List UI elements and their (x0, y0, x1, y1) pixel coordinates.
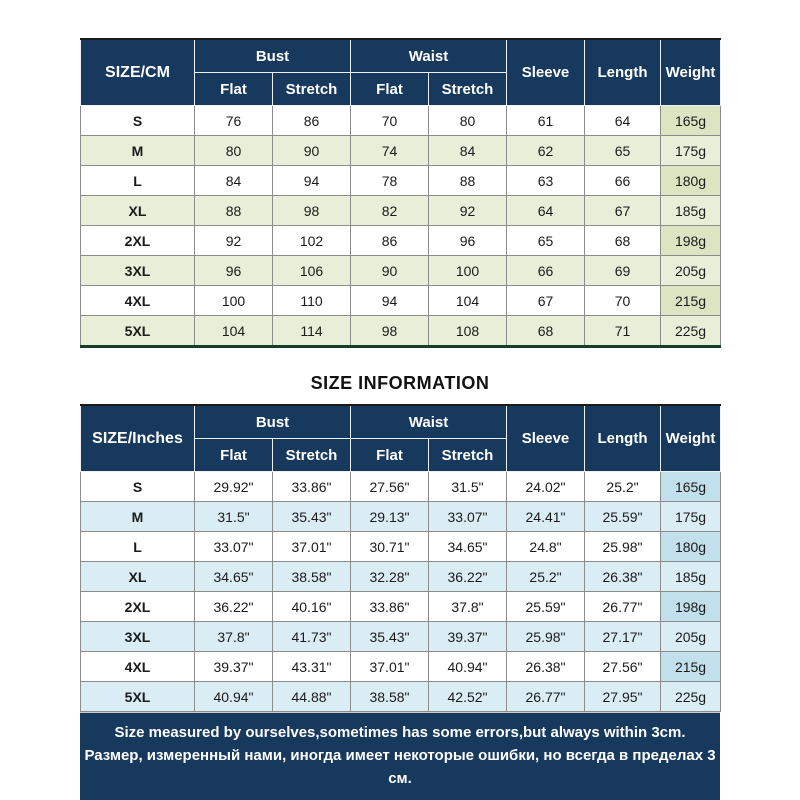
size-table-inches (80, 404, 721, 712)
value-cell: 40.94" (195, 682, 273, 712)
inches-sleeve-header: Sleeve (507, 405, 585, 472)
value-cell: 42.52" (429, 682, 507, 712)
size-cell: 2XL (81, 592, 195, 622)
value-cell: 67 (507, 286, 585, 316)
size-cell: 4XL (81, 286, 195, 316)
size-cell: XL (81, 196, 195, 226)
size-cell: L (81, 166, 195, 196)
weight-cell: 175g (661, 136, 721, 166)
cm-sleeve-header: Sleeve (507, 39, 585, 106)
value-cell: 27.56" (351, 472, 429, 502)
value-cell: 26.77" (585, 592, 661, 622)
value-cell: 26.38" (507, 652, 585, 682)
weight-cell: 165g (661, 472, 721, 502)
value-cell: 102 (273, 226, 351, 256)
weight-cell: 180g (661, 532, 721, 562)
inches-table-header (81, 405, 721, 472)
size-cell: 3XL (81, 256, 195, 286)
table-row (81, 562, 721, 592)
value-cell: 66 (507, 256, 585, 286)
value-cell: 38.58" (351, 682, 429, 712)
value-cell: 90 (273, 136, 351, 166)
size-cell: S (81, 106, 195, 136)
value-cell: 29.13" (351, 502, 429, 532)
value-cell: 114 (273, 316, 351, 347)
value-cell: 33.86" (273, 472, 351, 502)
size-cell: S (81, 472, 195, 502)
value-cell: 64 (585, 106, 661, 136)
size-cell: M (81, 136, 195, 166)
inches-bust-flat-header: Flat (195, 439, 273, 472)
value-cell: 24.02" (507, 472, 585, 502)
value-cell: 110 (273, 286, 351, 316)
value-cell: 27.17" (585, 622, 661, 652)
value-cell: 32.28" (351, 562, 429, 592)
value-cell: 96 (195, 256, 273, 286)
table-row (81, 226, 721, 256)
value-cell: 37.01" (351, 652, 429, 682)
inches-bust-header: Bust (195, 405, 351, 439)
disclaimer-line-en: Size measured by ourselves,sometimes has some errors,but always within 3cm. (114, 724, 686, 741)
size-cell: L (81, 532, 195, 562)
cm-length-header: Length (585, 39, 661, 106)
value-cell: 88 (195, 196, 273, 226)
inches-waist-flat-header: Flat (351, 439, 429, 472)
value-cell: 82 (351, 196, 429, 226)
value-cell: 35.43" (273, 502, 351, 532)
value-cell: 65 (507, 226, 585, 256)
table-row (81, 532, 721, 562)
size-cell: M (81, 502, 195, 532)
value-cell: 70 (585, 286, 661, 316)
table-row (81, 502, 721, 532)
table-row (81, 316, 721, 347)
value-cell: 25.2" (507, 562, 585, 592)
inches-weight-header: Weight (661, 405, 721, 472)
value-cell: 43.31" (273, 652, 351, 682)
value-cell: 25.2" (585, 472, 661, 502)
value-cell: 36.22" (429, 562, 507, 592)
value-cell: 33.07" (429, 502, 507, 532)
value-cell: 25.59" (585, 502, 661, 532)
inches-waist-stretch-header: Stretch (429, 439, 507, 472)
value-cell: 98 (273, 196, 351, 226)
value-cell: 64 (507, 196, 585, 226)
weight-cell: 185g (661, 196, 721, 226)
value-cell: 71 (585, 316, 661, 347)
size-cell: 5XL (81, 682, 195, 712)
value-cell: 33.86" (351, 592, 429, 622)
value-cell: 41.73" (273, 622, 351, 652)
size-cell: 3XL (81, 622, 195, 652)
cm-bust-header: Bust (195, 39, 351, 73)
value-cell: 67 (585, 196, 661, 226)
size-cell: XL (81, 562, 195, 592)
inches-size-header: SIZE/Inches (81, 405, 195, 472)
size-cell: 4XL (81, 652, 195, 682)
value-cell: 68 (585, 226, 661, 256)
table-row (81, 256, 721, 286)
weight-cell: 205g (661, 256, 721, 286)
value-cell: 33.07" (195, 532, 273, 562)
weight-cell: 215g (661, 286, 721, 316)
table-row (81, 196, 721, 226)
value-cell: 44.88" (273, 682, 351, 712)
value-cell: 40.16" (273, 592, 351, 622)
disclaimer-line-ru: Размер, измеренный нами, иногда имеет некоторые ошибки, но всегда в пределах 3 см. (84, 747, 716, 787)
value-cell: 27.95" (585, 682, 661, 712)
size-chart-page (80, 0, 720, 800)
weight-cell: 185g (661, 562, 721, 592)
value-cell: 37.8" (195, 622, 273, 652)
value-cell: 30.71" (351, 532, 429, 562)
value-cell: 96 (429, 226, 507, 256)
value-cell: 37.8" (429, 592, 507, 622)
value-cell: 65 (585, 136, 661, 166)
table-row (81, 622, 721, 652)
weight-cell: 198g (661, 226, 721, 256)
value-cell: 40.94" (429, 652, 507, 682)
value-cell: 100 (195, 286, 273, 316)
cm-table-header (81, 39, 721, 106)
size-cell: 2XL (81, 226, 195, 256)
cm-size-header: SIZE/CM (81, 39, 195, 106)
value-cell: 35.43" (351, 622, 429, 652)
value-cell: 92 (429, 196, 507, 226)
value-cell: 94 (351, 286, 429, 316)
weight-cell: 175g (661, 502, 721, 532)
value-cell: 98 (351, 316, 429, 347)
value-cell: 78 (351, 166, 429, 196)
value-cell: 29.92" (195, 472, 273, 502)
value-cell: 24.8" (507, 532, 585, 562)
size-cell: 5XL (81, 316, 195, 347)
value-cell: 69 (585, 256, 661, 286)
value-cell: 31.5" (429, 472, 507, 502)
value-cell: 104 (195, 316, 273, 347)
value-cell: 80 (429, 106, 507, 136)
value-cell: 74 (351, 136, 429, 166)
value-cell: 68 (507, 316, 585, 347)
value-cell: 24.41" (507, 502, 585, 532)
cm-bust-flat-header: Flat (195, 73, 273, 106)
value-cell: 76 (195, 106, 273, 136)
value-cell: 25.59" (507, 592, 585, 622)
value-cell: 25.98" (585, 532, 661, 562)
table-row (81, 592, 721, 622)
table-row (81, 166, 721, 196)
value-cell: 86 (351, 226, 429, 256)
value-cell: 70 (351, 106, 429, 136)
cm-waist-header: Waist (351, 39, 507, 73)
weight-cell: 225g (661, 682, 721, 712)
cm-waist-stretch-header: Stretch (429, 73, 507, 106)
value-cell: 37.01" (273, 532, 351, 562)
value-cell: 86 (273, 106, 351, 136)
value-cell: 66 (585, 166, 661, 196)
inches-waist-header: Waist (351, 405, 507, 439)
cm-waist-flat-header: Flat (351, 73, 429, 106)
value-cell: 84 (429, 136, 507, 166)
table-row (81, 136, 721, 166)
value-cell: 108 (429, 316, 507, 347)
weight-cell: 198g (661, 592, 721, 622)
value-cell: 26.38" (585, 562, 661, 592)
table-row (81, 106, 721, 136)
disclaimer-footer (80, 712, 720, 800)
weight-cell: 215g (661, 652, 721, 682)
value-cell: 38.58" (273, 562, 351, 592)
cm-weight-header: Weight (661, 39, 721, 106)
value-cell: 106 (273, 256, 351, 286)
page-title: SIZE INFORMATION (310, 373, 490, 393)
value-cell: 39.37" (195, 652, 273, 682)
value-cell: 27.56" (585, 652, 661, 682)
table-row (81, 286, 721, 316)
table-row (81, 472, 721, 502)
value-cell: 25.98" (507, 622, 585, 652)
inches-table-body (81, 472, 721, 712)
value-cell: 80 (195, 136, 273, 166)
value-cell: 100 (429, 256, 507, 286)
value-cell: 104 (429, 286, 507, 316)
weight-cell: 205g (661, 622, 721, 652)
value-cell: 92 (195, 226, 273, 256)
value-cell: 62 (507, 136, 585, 166)
table-row (81, 682, 721, 712)
inches-length-header: Length (585, 405, 661, 472)
value-cell: 39.37" (429, 622, 507, 652)
value-cell: 90 (351, 256, 429, 286)
cm-bust-stretch-header: Stretch (273, 73, 351, 106)
inches-bust-stretch-header: Stretch (273, 439, 351, 472)
size-table-cm (80, 38, 721, 348)
table-row (81, 652, 721, 682)
value-cell: 84 (195, 166, 273, 196)
cm-table-body (81, 106, 721, 347)
value-cell: 61 (507, 106, 585, 136)
value-cell: 34.65" (429, 532, 507, 562)
value-cell: 31.5" (195, 502, 273, 532)
weight-cell: 165g (661, 106, 721, 136)
value-cell: 63 (507, 166, 585, 196)
value-cell: 94 (273, 166, 351, 196)
value-cell: 88 (429, 166, 507, 196)
value-cell: 34.65" (195, 562, 273, 592)
value-cell: 26.77" (507, 682, 585, 712)
value-cell: 36.22" (195, 592, 273, 622)
weight-cell: 225g (661, 316, 721, 347)
weight-cell: 180g (661, 166, 721, 196)
